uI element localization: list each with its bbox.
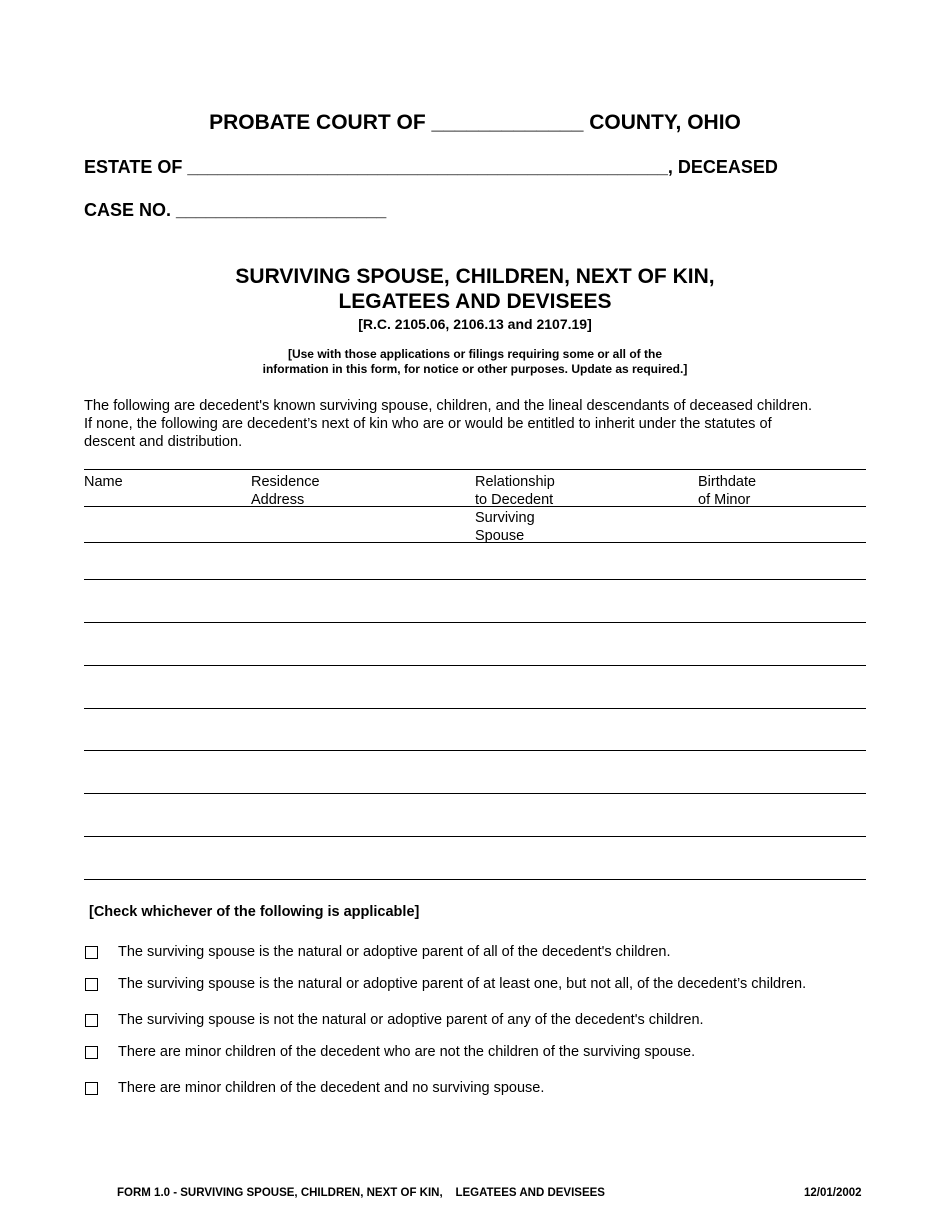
table-row-rule[interactable] — [84, 708, 866, 709]
intro-paragraph — [84, 398, 884, 451]
checkbox[interactable] — [85, 946, 98, 959]
form-title-line-1: SURVIVING SPOUSE, CHILDREN, NEXT OF KIN, — [235, 265, 715, 288]
first-row-relationship: Surviving Spouse — [475, 510, 535, 544]
table-row-rule[interactable] — [84, 665, 866, 666]
intro-line-2: If none, the following are decedent’s next of kin who are or would be entitled to inherit under the statutes of — [84, 415, 772, 432]
checklist-item-label: The surviving spouse is the natural or adoptive parent of all of the decedent's children. — [118, 944, 671, 960]
checkbox[interactable] — [85, 978, 98, 991]
column-header-birthdate: Birthdate of Minor — [698, 474, 757, 508]
case-number-line: CASE NO. _____________________ — [84, 200, 387, 220]
table-header-rule — [84, 506, 866, 507]
checkbox[interactable] — [85, 1082, 98, 1095]
intro-line-3: descent and distribution. — [84, 433, 243, 450]
checklist-item-label: There are minor children of the decedent who are not the children of the surviving spouse. — [118, 1044, 696, 1060]
checklist-item[interactable] — [85, 1011, 704, 1029]
column-header-address: Residence Address — [251, 474, 320, 508]
form-title — [0, 264, 950, 314]
column-header-name: Name — [84, 474, 123, 490]
checkbox[interactable] — [85, 1014, 98, 1027]
table-row-rule[interactable] — [84, 793, 866, 794]
checklist-item[interactable] — [85, 1043, 695, 1061]
checklist-item[interactable] — [85, 1079, 544, 1097]
form-instructions — [0, 347, 950, 376]
court-title: PROBATE COURT OF _____________ COUNTY, OHIO — [209, 111, 741, 134]
checklist-item[interactable] — [85, 943, 671, 961]
table-row-rule[interactable] — [84, 836, 866, 837]
table-row-rule[interactable] — [84, 750, 866, 751]
table-row-rule[interactable] — [84, 579, 866, 580]
table-top-rule — [84, 469, 866, 470]
table-row-rule[interactable] — [84, 879, 866, 880]
table-row-rule[interactable] — [84, 542, 866, 543]
statute-reference: [R.C. 2105.06, 2106.13 and 2107.19] — [358, 316, 592, 332]
form-title-line-2: LEGATEES AND DEVISEES — [338, 290, 612, 313]
checkbox[interactable] — [85, 1046, 98, 1059]
checklist-item-label: The surviving spouse is not the natural or adoptive parent of any of the decedent's children. — [118, 1012, 704, 1028]
footer-date: 12/01/2002 — [804, 1187, 862, 1199]
checklist-item-label: The surviving spouse is the natural or adoptive parent of at least one, but not all, of the decedent’s children. — [118, 976, 807, 992]
checklist-heading: [Check whichever of the following is applicable] — [89, 904, 420, 920]
estate-line: ESTATE OF ________________________________________________, DECEASED — [84, 157, 778, 177]
checklist-item[interactable] — [85, 975, 806, 993]
checklist-item-label: There are minor children of the decedent and no surviving spouse. — [118, 1080, 545, 1096]
table-row-rule[interactable] — [84, 622, 866, 623]
column-header-relationship: Relationship to Decedent — [475, 474, 555, 508]
instructions-line-2: information in this form, for notice or other purposes. Update as required.] — [262, 361, 688, 376]
instructions-line-1: [Use with those applications or filings requiring some or all of the — [287, 347, 663, 361]
footer-form-label: FORM 1.0 - SURVIVING SPOUSE, CHILDREN, NEXT OF KIN, LEGATEES AND DEVISEES — [117, 1187, 605, 1199]
intro-line-1: The following are decedent's known surviving spouse, children, and the lineal descendants of deceased children. — [84, 398, 813, 414]
